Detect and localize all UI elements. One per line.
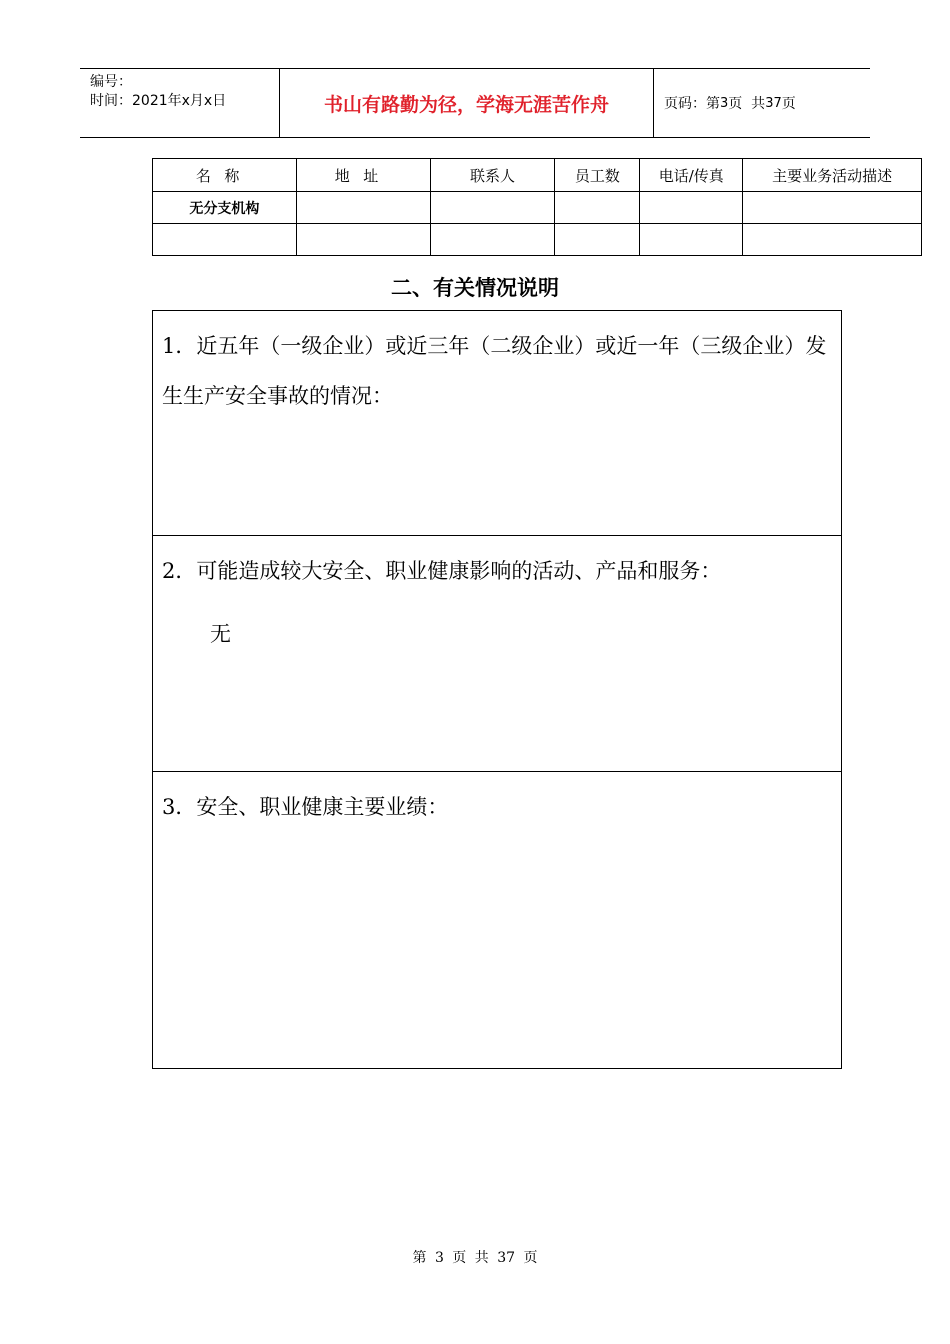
- item-text: 3．安全、职业健康主要业绩：: [162, 795, 449, 819]
- header-meta: [80, 69, 280, 137]
- item-text: 1．近五年（一级企业）或近三年（二级企业）或近一年（三级企业）发生生产安全事故的情况：: [162, 334, 827, 408]
- header-page-info: [654, 69, 870, 137]
- date-label: 时间：2021年x月x日: [90, 93, 227, 109]
- table-cell: [430, 192, 555, 224]
- table-cell: [555, 224, 640, 256]
- header-phone-fax: 电话/传真: [640, 159, 743, 192]
- page-footer: 第 3 页 共 37 页: [412, 1250, 538, 1266]
- table-cell: 无分支机构: [153, 192, 297, 224]
- page-total: 37: [765, 95, 782, 111]
- table-cell: [430, 224, 555, 256]
- item-text: 2．可能造成较大安全、职业健康影响的活动、产品和服务：: [162, 559, 722, 583]
- situation-item-achievements: [153, 772, 841, 1068]
- section-title: 二、有关情况说明: [391, 276, 559, 300]
- table-row: [153, 224, 922, 256]
- document-header: [80, 68, 870, 138]
- header-name: 名称: [153, 159, 297, 192]
- header-business-desc: 主要业务活动描述: [743, 159, 922, 192]
- page-prefix: 页码：第: [664, 96, 720, 112]
- header-address: 地址: [296, 159, 430, 192]
- table-cell: [296, 224, 430, 256]
- table-header-row: [153, 159, 922, 192]
- table-cell: [640, 224, 743, 256]
- table-cell: [743, 224, 922, 256]
- situation-box: [152, 310, 842, 1069]
- code-label: 编号：: [90, 74, 132, 90]
- page-suffix: 页: [781, 96, 796, 112]
- table-cell: [153, 224, 297, 256]
- table-row: [153, 192, 922, 224]
- situation-item-accidents: [153, 311, 841, 536]
- table-cell: [743, 192, 922, 224]
- branch-table: [152, 158, 922, 256]
- header-staff-count: 员工数: [555, 159, 640, 192]
- page-number: 3: [720, 95, 729, 111]
- page-mid: 页 共: [728, 96, 766, 112]
- situation-item-activities: [153, 536, 841, 772]
- table-cell: [296, 192, 430, 224]
- item-answer: 无: [210, 622, 231, 646]
- header-motto: 书山有路勤为径，学海无涯苦作舟: [280, 69, 654, 137]
- table-cell: [640, 192, 743, 224]
- header-contact: 联系人: [430, 159, 555, 192]
- table-cell: [555, 192, 640, 224]
